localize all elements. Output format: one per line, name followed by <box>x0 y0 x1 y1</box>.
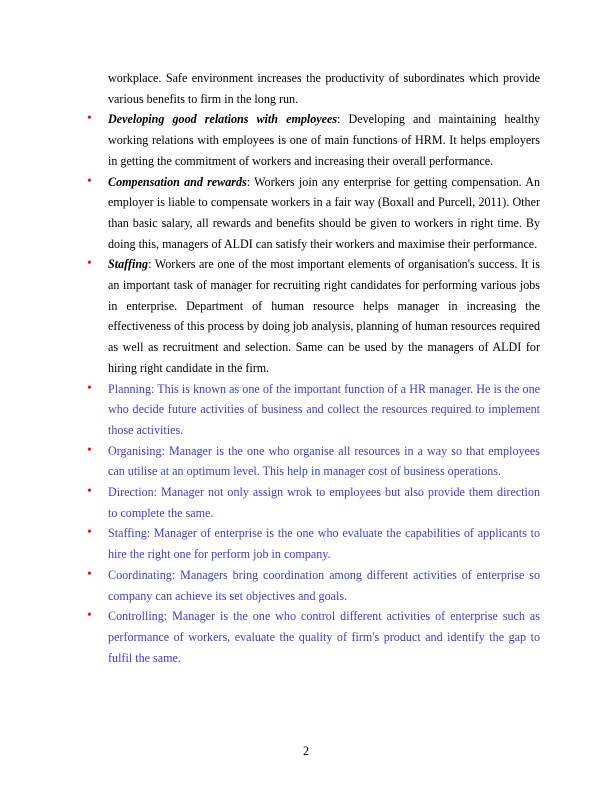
list-item <box>87 172 540 255</box>
list-item <box>87 254 540 378</box>
list-item <box>87 606 540 668</box>
list-item <box>87 441 540 482</box>
bullet-icon: • <box>87 442 92 458</box>
manager-function-text: Controlling: Manager is the one who control different activities of enterprise such as performance of workers, evaluate the quality of firm's product and identify the gap to fulfil the same. <box>108 609 540 665</box>
manager-function-text: Coordinating: Managers bring coordination among different activities of enterprise so company can achieve its set objectives and goals. <box>108 567 540 603</box>
bullet-icon: • <box>87 111 92 127</box>
list-item <box>87 482 540 523</box>
list-item <box>87 523 540 564</box>
bullet-icon: • <box>87 173 92 189</box>
list-item <box>87 109 540 171</box>
manager-function-text: Organising: Manager is the one who organise all resources in a way so that employees can utilise at an optimum level. This help in manager cost of business operations. <box>108 443 540 479</box>
bullet-icon: • <box>87 525 92 541</box>
intro-continuation: workplace. Safe environment increases the productivity of subordinates which provide various benefits to firm in the long run. <box>108 71 540 106</box>
manager-function-text: Staffing: Manager of enterprise is the one who evaluate the capabilities of applicants to hire the right one for perform job in company. <box>108 526 540 562</box>
bullet-icon: • <box>87 608 92 624</box>
function-term: Developing good relations with employees <box>108 112 338 127</box>
function-text: : Developing and maintaining healthy working relations with employees is one of main functions of HRM. It helps employers in getting the commitment of workers and increasing their overall performance. <box>108 112 540 168</box>
page-number: 2 <box>302 744 310 758</box>
function-term: Staffing <box>108 257 149 272</box>
list-item <box>87 565 540 606</box>
function-text: : Workers are one of the most important elements of organisation's success. It is an important task of manager for recruiting right candidates for performing various jobs in enterprise. Department of human resource helps manager in increasing the effectiveness of this process by doing job analysis, planning of human resources required as well as recruitment and selection. Same can be used by the managers of ALDI for hiring right candidate in the firm. <box>108 257 540 375</box>
bullet-icon: • <box>87 484 92 500</box>
function-text: : Workers join any enterprise for getting compensation. An employer is liable to compensate workers in a fair way (Boxall and Purcell, 2011). Other than basic salary, all rewards and benefits should be given to workers in right time. By doing this, managers of ALDI can satisfy their workers and maximise their performance. <box>108 174 540 251</box>
manager-functions-list <box>87 379 540 669</box>
manager-function-text: Planning: This is known as one of the important function of a HR manager. He is the one who decide future activities of business and collect the resources required to implement those activities. <box>108 381 540 437</box>
list-item <box>87 379 540 441</box>
bullet-icon: • <box>87 380 92 396</box>
manager-function-text: Direction: Manager not only assign wrok to employees but also provide them direction to complete the same. <box>108 485 540 520</box>
document-page <box>87 68 540 668</box>
function-term: Compensation and rewards <box>108 174 247 189</box>
hrm-functions-list <box>87 109 540 378</box>
bullet-icon: • <box>87 566 92 582</box>
bullet-icon: • <box>87 256 92 272</box>
